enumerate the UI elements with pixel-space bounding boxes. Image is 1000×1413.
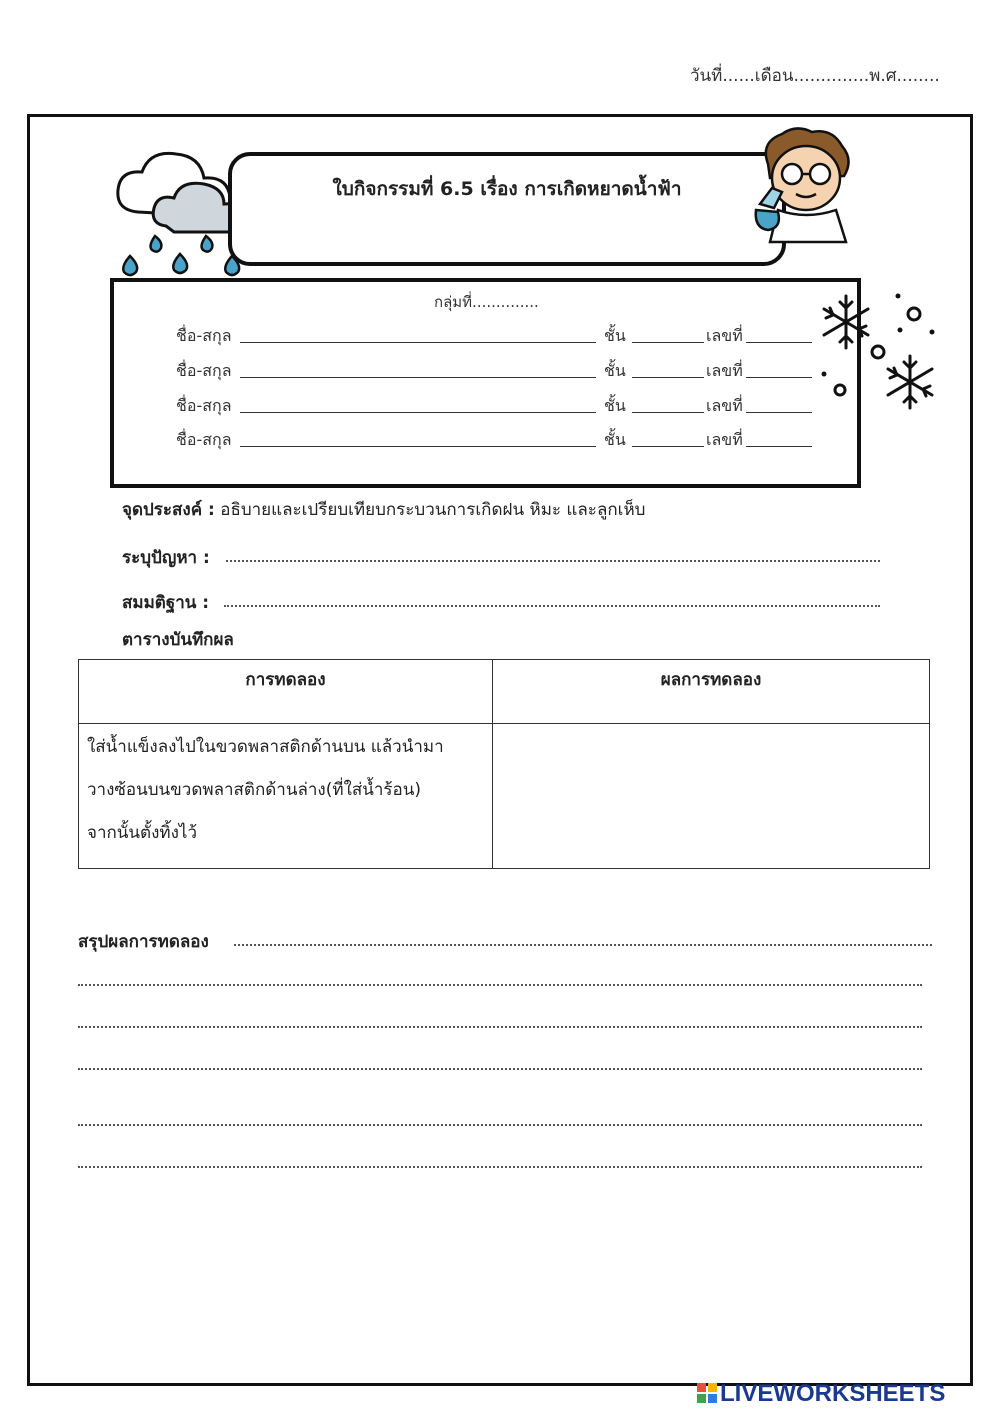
group-number-label: กลุ่มที่.............. bbox=[434, 293, 539, 311]
hypothesis-label: สมมติฐาน : bbox=[122, 593, 210, 613]
page-title: ใบกิจกรรมที่ 6.5 เรื่อง การเกิดหยาดน้ำฟ้า bbox=[332, 178, 682, 200]
problem-label: ระบุปัญหา : bbox=[122, 548, 210, 568]
class-blank[interactable] bbox=[632, 446, 704, 447]
experiment-cell bbox=[79, 724, 493, 869]
class-blank[interactable] bbox=[632, 377, 704, 378]
class-blank[interactable] bbox=[632, 342, 704, 343]
liveworksheets-logo bbox=[696, 1380, 945, 1408]
member-row bbox=[176, 324, 816, 348]
summary-line[interactable] bbox=[78, 1026, 922, 1028]
record-table bbox=[78, 659, 930, 869]
class-label: ชั้น bbox=[604, 396, 626, 415]
name-blank[interactable] bbox=[240, 377, 596, 378]
brand-mark-icon bbox=[696, 1382, 718, 1404]
number-label: เลขที่ bbox=[706, 326, 743, 345]
number-blank[interactable] bbox=[746, 342, 812, 343]
member-row bbox=[176, 359, 816, 383]
experiment-line: ใส่น้ำแข็งลงไปในขวดพลาสติกด้านบน แล้วนำมา bbox=[87, 737, 444, 757]
objective-label: จุดประสงค์ : bbox=[122, 500, 215, 520]
number-label: เลขที่ bbox=[706, 361, 743, 380]
summary-label: สรุปผลการทดลอง bbox=[78, 932, 209, 952]
summary-line[interactable] bbox=[78, 984, 922, 986]
name-blank[interactable] bbox=[240, 342, 596, 343]
title-box bbox=[228, 152, 786, 266]
member-row bbox=[176, 428, 816, 452]
class-blank[interactable] bbox=[632, 412, 704, 413]
number-blank[interactable] bbox=[746, 377, 812, 378]
class-label: ชั้น bbox=[604, 361, 626, 380]
summary-line[interactable] bbox=[234, 944, 932, 946]
name-label: ชื่อ-สกุล bbox=[176, 430, 232, 449]
name-blank[interactable] bbox=[240, 446, 596, 447]
objective-text: อธิบายและเปรียบเทียบกระบวนการเกิดฝน หิมะ และลูกเห็บ bbox=[220, 500, 646, 520]
name-blank[interactable] bbox=[240, 412, 596, 413]
experiment-line: วางซ้อนบนขวดพลาสติกด้านล่าง(ที่ใส่น้ำร้อน) bbox=[87, 780, 422, 800]
number-label: เลขที่ bbox=[706, 430, 743, 449]
problem-answer-line[interactable] bbox=[226, 560, 880, 562]
class-label: ชั้น bbox=[604, 326, 626, 345]
scientist-icon bbox=[750, 124, 862, 248]
summary-line[interactable] bbox=[78, 1124, 922, 1126]
name-label: ชื่อ-สกุล bbox=[176, 361, 232, 380]
name-label: ชื่อ-สกุล bbox=[176, 396, 232, 415]
member-row bbox=[176, 394, 816, 418]
table-header-experiment: การทดลอง bbox=[79, 660, 493, 724]
result-cell[interactable] bbox=[493, 724, 930, 869]
hypothesis-answer-line[interactable] bbox=[224, 605, 880, 607]
number-blank[interactable] bbox=[746, 412, 812, 413]
date-line: วันที่......เดือน..............พ.ศ........ bbox=[690, 66, 940, 86]
number-blank[interactable] bbox=[746, 446, 812, 447]
summary-line[interactable] bbox=[78, 1068, 922, 1070]
record-table-title: ตารางบันทึกผล bbox=[122, 630, 234, 650]
experiment-line: จากนั้นตั้งทิ้งไว้ bbox=[87, 823, 197, 843]
snowflake-icon bbox=[816, 290, 944, 414]
number-label: เลขที่ bbox=[706, 396, 743, 415]
summary-line[interactable] bbox=[78, 1166, 922, 1168]
name-label: ชื่อ-สกุล bbox=[176, 326, 232, 345]
class-label: ชั้น bbox=[604, 430, 626, 449]
brand-name: LIVEWORKSHEETS bbox=[720, 1380, 946, 1407]
table-header-result: ผลการทดลอง bbox=[493, 660, 930, 724]
objective bbox=[122, 496, 645, 523]
